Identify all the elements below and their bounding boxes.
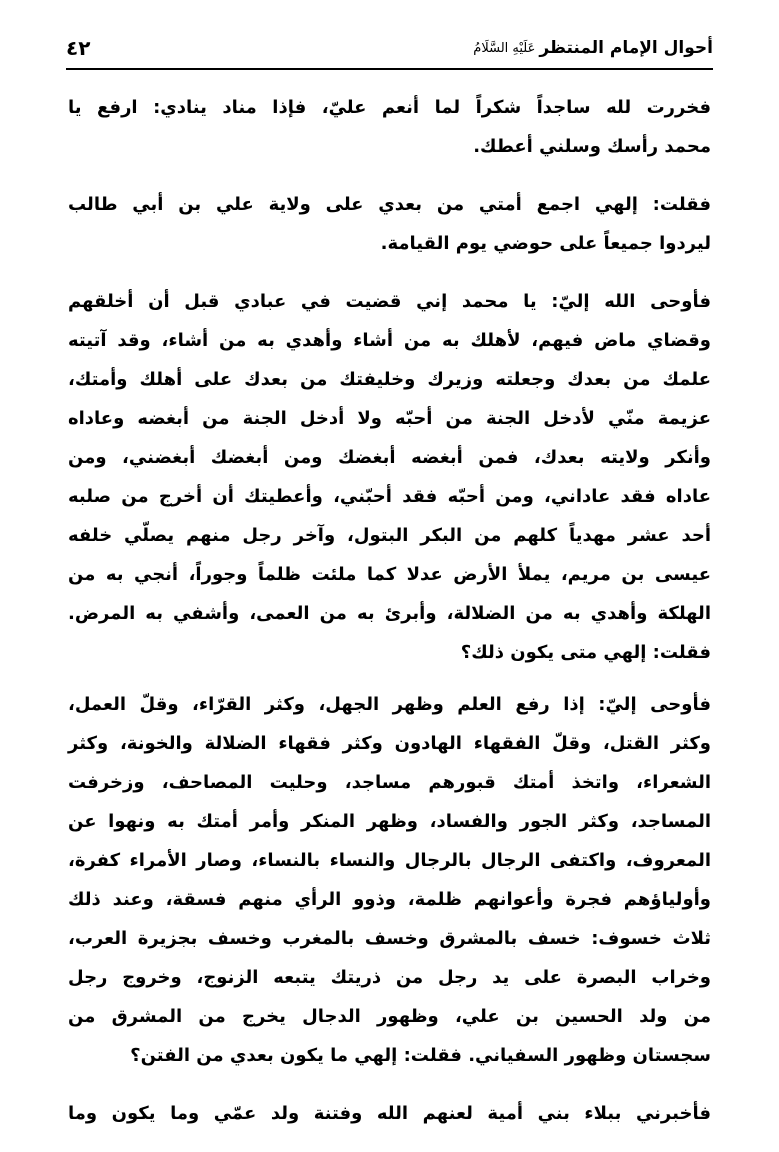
text-line: وخراب البصرة على يد رجل من ذريتك يتبعه الزنوج، وخروج رجل [68,967,711,988]
text-line: ليردوا جميعاً على حوضي يوم القيامة. [380,233,711,254]
text-line: فقلت: إلهي متى يكون ذلك؟ [460,642,711,663]
paragraph [68,685,711,1075]
text-line: فأوحى الله إليّ: يا محمد إني قضيت في عبادي قبل أن أخلقهم [68,291,711,312]
paragraph [68,282,711,672]
text-line: فخررت لله ساجداً شكراً لما أنعم عليّ، فإذا مناد ينادي: ارفع يا [68,97,711,118]
book-title-text: أحوال الإمام المنتظر [539,38,713,58]
paragraph [68,1094,711,1133]
text-line: عاداه فقد عاداني، ومن أحبّه فقد أحبّني، وأعطيتك أن أخرج من صلبه [68,486,711,507]
book-title [473,38,713,58]
text-line: الهلكة وأهدي به من الضلالة، وأبرئ به من العمى، وأشفي به المرض. [68,603,711,624]
text-line: سجستان وظهور السفياني. فقلت: إلهي ما يكون بعدي من الفتن؟ [130,1045,711,1066]
text-line: ثلاث خسوف: خسف بالمشرق وخسف بالمغرب وخسف بجزيرة العرب، [68,928,711,949]
text-line: المعروف، واكتفى الرجال بالرجال والنساء بالنساء، وصار الأمراء كفرة، [68,850,711,871]
text-line: وقضاي ماض فيهم، لأهلك به من أشاء وأهدي به من أشاء، وقد آتيته [68,330,711,351]
text-line: عيسى بن مريم، يملأ الأرض عدلا كما ملئت ظلماً وجوراً، أنجي به من [68,564,711,585]
running-header [66,28,713,70]
text-line: وكثر القتل، وقلّ الفقهاء الهادون وكثر فقهاء الضلالة والخونة، وكثر [68,733,711,754]
text-line: عزيمة منّي لأدخل الجنة من أحبّه ولا أدخل الجنة من أبغضه وعاداه [68,408,711,429]
text-line: فقلت: إلهي اجمع أمتي من بعدي على ولاية علي بن أبي طالب [68,194,711,215]
honorific-symbol: عَلَيْهِ السَّلَامُ [473,40,536,56]
text-line: فأوحى إليّ: إذا رفع العلم وظهر الجهل، وكثر القرّاء، وقلّ العمل، [68,694,711,715]
text-line: أحد عشر مهدياً كلهم من البكر البتول، وآخر رجل منهم يصلّي خلفه [68,525,711,546]
text-line: المساجد، وكثر الجور والفساد، وظهر المنكر وأمر أمتك به ونهوا عن [68,811,711,832]
paragraph [68,185,711,263]
text-line: فأخبرني ببلاء بني أمية لعنهم الله وفتنة ولد عمّي وما يكون وما [68,1103,711,1124]
paragraph [68,88,711,166]
text-line: الشعراء، واتخذ أمتك قبورهم مساجد، وحليت المصاحف، وزخرفت [68,772,711,793]
text-line: وأولياؤهم فجرة وأعوانهم ظلمة، وذوو الرأي منهم فسقة، وعند ذلك [68,889,711,910]
text-line: علمك من بعدك وجعلته وزيرك وخليفتك من بعدك على أهلك وأمتك، [68,369,711,390]
text-line: وأنكر ولايته بعدك، فمن أبغضه أبغضك ومن أبغضك أبغضني، ومن [68,447,711,468]
text-line: محمد رأسك وسلني أعطك. [473,136,711,157]
page-body [68,88,711,1152]
page-number: ٤٢ [66,36,91,60]
text-line: من ولد الحسين بن علي، وظهور الدجال يخرج من المشرق من [68,1006,711,1027]
